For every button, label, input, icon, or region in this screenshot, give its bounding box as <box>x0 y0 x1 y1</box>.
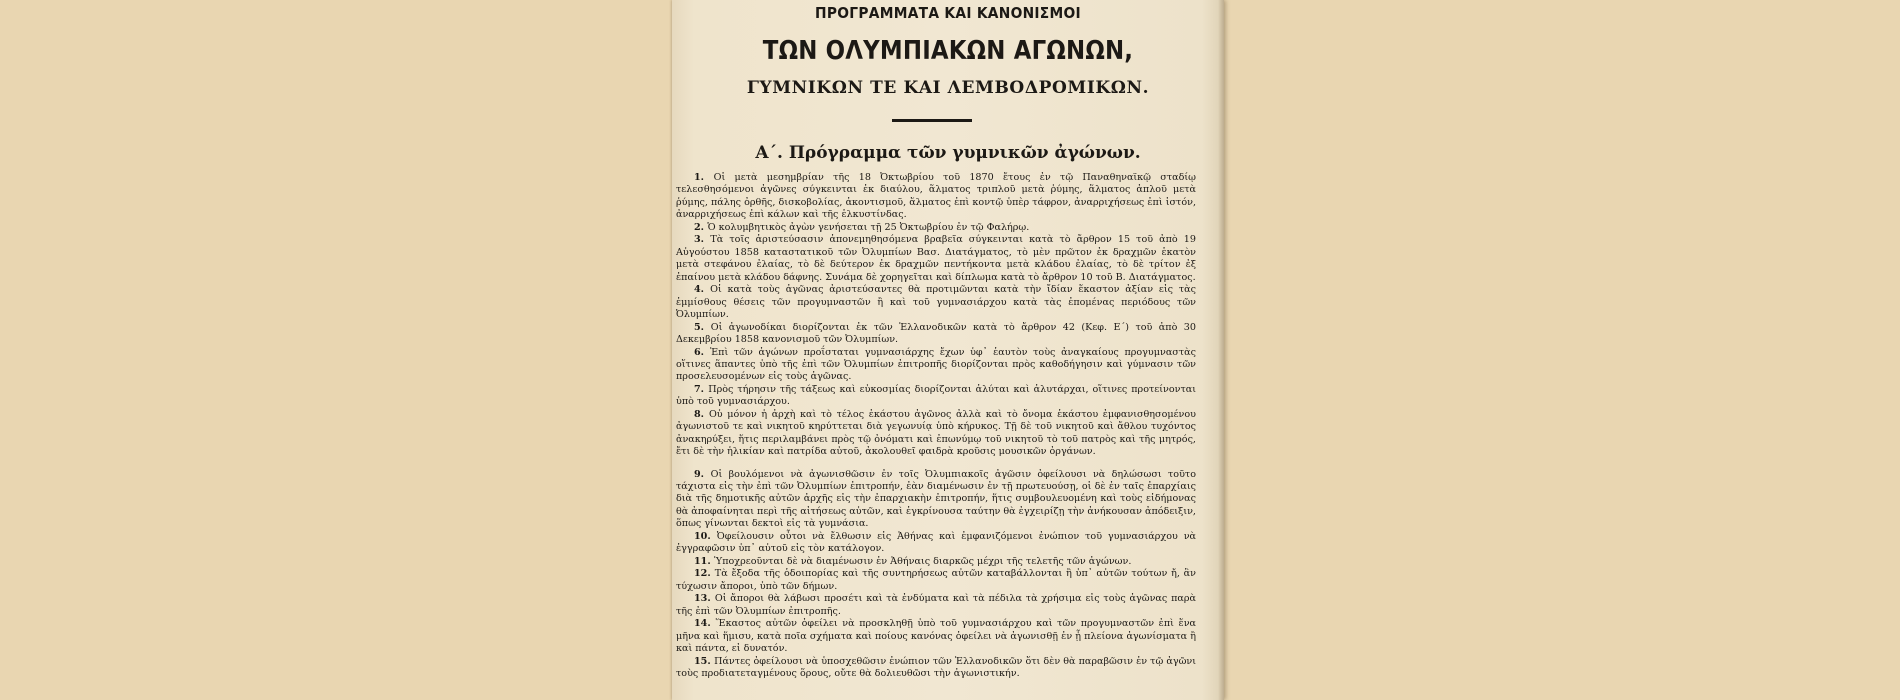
paragraph <box>676 172 1196 222</box>
paragraph-number: 15. <box>694 655 711 667</box>
paragraph-text: Οἱ κατὰ τοὺς ἀγῶνας ἀριστεύσαντες θὰ προτιμῶνται κατὰ τὴν ἴδίαν ἕκαστον ἀξίαν εἰς τὰς ἐμμίσθους θέσεις τῶν προγυμναστῶν ἢ καὶ τοῦ γυμνασιάρχου κατὰ τὰς ἐπομένας περιόδους τῶν Ὀλυμπίων. <box>676 284 1196 321</box>
paragraph <box>676 234 1196 284</box>
paragraph-number: 3. <box>694 234 705 246</box>
document-subtitle: ΓΥΜΝΙΚΩΝ ΤΕ ΚΑΙ ΛΕΜΒΟΔΡΟΜΙΚΩΝ. <box>746 78 1150 98</box>
paragraph-number: 5. <box>694 321 705 333</box>
paragraph-number: 14. <box>694 618 711 630</box>
paragraph-text: Οἱ ἀγωνοδίκαι διορίζονται ἐκ τῶν Ἑλλανοδικῶν κατὰ τὸ ἄρθρον 42 (Κεφ. Ε΄) τοῦ ἀπὸ 30 Δεκεμβρίου 1858 κανονισμοῦ τῶν Ὀλυμπίων. <box>676 321 1196 346</box>
paragraph <box>676 409 1196 459</box>
paragraph-number: 9. <box>694 468 705 480</box>
paragraph <box>676 531 1196 556</box>
paragraph-number: 13. <box>694 593 711 605</box>
paragraph-text: Ἕκαστος αὐτῶν ὀφείλει νὰ προσκληθῇ ὑπὸ τοῦ γυμνασιάρχου καὶ τῶν προγυμναστῶν ἐπὶ ἕνα μῆνα καὶ ἥμισυ, κατὰ ποῖα σχήματα καὶ ποίους κανόνας ὀφείλει νὰ ἀγωνισθῇ ἐν ᾗ πλείονα ἀγωνίσματα ἢ καὶ πάντα, εἰ δυνατόν. <box>676 618 1197 655</box>
paragraph-number: 11. <box>694 555 711 567</box>
paragraph <box>676 322 1196 347</box>
document-page <box>672 0 1224 700</box>
paragraph <box>676 222 1196 234</box>
paragraph <box>676 347 1196 384</box>
paragraph-text: Τὰ ἔξοδα τῆς ὁδοιπορίας καὶ τῆς συντηρήσεως αὐτῶν καταβάλλονται ἢ ὑπ᾽ αὐτῶν τούτων ἤ, ἂν τύχωσιν ἄποροι, ὑπὸ τῶν δήμων. <box>676 568 1196 592</box>
paragraph-text: Τὰ τοῖς ἀριστεύσασιν ἀπονεμηθησόμενα βραβεῖα σύγκεινται κατὰ τὸ ἄρθρον 15 τοῦ ἀπὸ 19 Αὐγούστου 1858 καταστατικοῦ τῶν Ὀλυμπίων Βασ. Διατάγματος, τὸ μὲν πρῶτον ἐκ δραχμῶν ἑκατὸν μετὰ στεφάνου ἐλαίας, τὸ δὲ δεύτερον ἐκ δραχμῶν πεντήκοντα μετὰ κλάδου ἐλαίας, τὸ δὲ τρίτον ἐξ ἐπαίνου μετὰ κλάδου δάφνης. Συνάμα δὲ χορηγεῖται καὶ δίπλωμα κατὰ τὸ ἄρθρον 10 τοῦ Β. Διατάγματος. <box>676 234 1196 283</box>
paragraph-text: Ἐπὶ τῶν ἀγώνων προΐσταται γυμνασιάρχης ἔχων ὑφ᾽ ἑαυτὸν τοὺς ἀναγκαίους προγυμναστὰς οἵτινες ἅπαντες ὑπὸ τῆς ἐπὶ τῶν Ὀλυμπίων ἐπιτροπῆς διορίζονται πρὸς καθοδήγησιν καὶ γύμνασιν τῶν προσελευσομένων εἰς τοὺς ἀγῶνας. <box>676 346 1196 383</box>
paragraph-text: Ὑποχρεοῦνται δὲ νὰ διαμένωσιν ἐν Ἀθήναις διαρκῶς μέχρι τῆς τελετῆς τῶν ἀγώνων. <box>714 555 1132 567</box>
section-title: Α΄. Πρόγραμμα τῶν γυμνικῶν ἀγώνων. <box>755 143 1141 163</box>
paragraph <box>676 656 1196 681</box>
paragraph-number: 4. <box>694 284 705 296</box>
paragraph <box>676 284 1196 321</box>
paragraph-number: 1. <box>694 172 705 183</box>
paragraph-number: 12. <box>694 568 711 580</box>
paragraph <box>676 618 1196 655</box>
paragraph <box>676 568 1196 593</box>
document-heading-top: ΠΡΟΓΡΑΜΜΑΤΑ ΚΑΙ ΚΑΝΟΝΙΣΜΟΙ <box>815 4 1081 22</box>
paragraph-text: Ὁ κολυμβητικὸς ἀγὼν γενήσεται τῇ 25 Ὀκτωβρίου ἐν τῷ Φαλήρῳ. <box>707 221 1030 233</box>
paragraph-text: Οἱ μετὰ μεσημβρίαν τῆς 18 Ὀκτωβρίου τοῦ 1870 ἔτους ἐν τῷ Παναθηναϊκῷ σταδίῳ τελεσθησόμενοι ἀγῶνες σύγκεινται ἐκ διαύλου, ἅλματος τριπλοῦ μετὰ ῥύμης, ἅλματος ἁπλοῦ μετὰ ῥύμης, πάλης ὀρθῆς, δισκοβολίας, ἀκοντισμοῦ, ἅλματος ἐπὶ κοντῷ ὑπὲρ τάφρον, ἀναρριχήσεως ἐπὶ ἱστόν, ἀναρριχήσεως ἐπὶ κάλων καὶ τῆς ἑλκυστίνδας. <box>676 172 1196 221</box>
paragraph-number: 10. <box>694 530 711 542</box>
document-main-title: ΤΩΝ ΟΛΥΜΠΙΑΚΩΝ ΑΓΩΝΩΝ, <box>762 36 1134 66</box>
paragraph <box>676 384 1196 409</box>
paragraph-number: 2. <box>694 221 705 233</box>
paragraph <box>676 469 1196 531</box>
paragraph-text: Οἱ ἄποροι θὰ λάβωσι προσέτι καὶ τὰ ἐνδύματα καὶ τὰ πέδιλα τὰ χρήσιμα εἰς τοὺς ἀγῶνας παρὰ τῆς ἐπὶ τῶν Ὀλυμπίων ἐπιτροπῆς. <box>676 593 1196 617</box>
paragraph-text: Οἱ βουλόμενοι νὰ ἀγωνισθῶσιν ἐν τοῖς Ὀλυμπιακοῖς ἀγῶσιν ὀφείλουσι νὰ δηλώσωσι τοῦτο τάχιστα εἰς τὴν ἐπὶ τῶν Ὀλυμπίων ἐπιτροπήν, ἐὰν διαμένωσιν ἐν τῇ πρωτευούσῃ, οἱ δὲ ἐν ταῖς ἐπαρχίαις διὰ τῆς δημοτικῆς αὐτῶν ἀρχῆς εἰς τὴν ἐπαρχιακὴν ἐπιτροπήν, ἥτις συμβουλευομένη καὶ τοὺς εἰδήμονας θὰ ἀποφαίνηται περὶ τῆς αἰτήσεως αὐτῶν, καὶ ἐγκρίνουσα ταύτην θὰ ἐγχειρίζῃ τὴν ἀνήκουσαν ἀπόδειξιν, ὅπως γίνωνται δεκτοὶ εἰς τὰ γυμνάσια. <box>676 468 1196 530</box>
paragraph-number: 7. <box>694 384 705 396</box>
paragraph-number: 6. <box>694 346 705 358</box>
paragraph-text: Πρὸς τήρησιν τῆς τάξεως καὶ εὐκοσμίας διορίζονται ἀλύται καὶ ἀλυτάρχαι, οἵτινες προτείνονται ὑπὸ τοῦ γυμνασιάρχου. <box>676 384 1197 408</box>
paragraph-text: Ὀφείλουσιν οὗτοι νὰ ἔλθωσιν εἰς Ἀθήνας καὶ ἐμφανιζόμενοι ἐνώπιον τοῦ γυμνασιάρχου νὰ ἐγγραφῶσιν ὑπ᾽ αὐτοῦ εἰς τὸν κατάλογον. <box>676 530 1197 555</box>
title-divider <box>892 119 972 122</box>
document-body <box>676 172 1196 681</box>
paragraph <box>676 556 1196 568</box>
paragraph-text: Πάντες ὀφείλουσι νὰ ὑποσχεθῶσιν ἐνώπιον τῶν Ἑλλανοδικῶν ὅτι δὲν θὰ παραβῶσιν ἐν τῷ ἀγῶνι τοὺς προδιατεταγμένους ὅρους, οὔτε θὰ δολιευθῶσι τὴν ἀγωνιστικήν. <box>676 655 1196 680</box>
paragraph-number: 8. <box>694 409 705 421</box>
paragraph-text: Οὐ μόνον ἡ ἀρχὴ καὶ τὸ τέλος ἑκάστου ἀγῶνος ἀλλὰ καὶ τὸ ὄνομα ἑκάστου ἐμφανισθησομένου ἀγωνιστοῦ τε καὶ νικητοῦ κηρύττεται διὰ γεγωνυίᾳ ὑπὸ κήρυκος. Τῇ δὲ τοῦ νικητοῦ καὶ ἄθλου τυχόντος ἀνακηρύξει, ἥτις περιλαμβάνει πρὸς τῷ ὀνόματι καὶ ἐπωνύμῳ τοῦ νικητοῦ τὸ τοῦ πατρὸς καὶ τῆς μητρός, ἔτι δὲ τὴν ἡλικίαν καὶ πατρίδα αὐτοῦ, ἀκολουθεῖ φαιδρὰ κροῦσις μουσικῶν ὀργάνων. <box>676 409 1196 458</box>
paragraph <box>676 593 1196 618</box>
